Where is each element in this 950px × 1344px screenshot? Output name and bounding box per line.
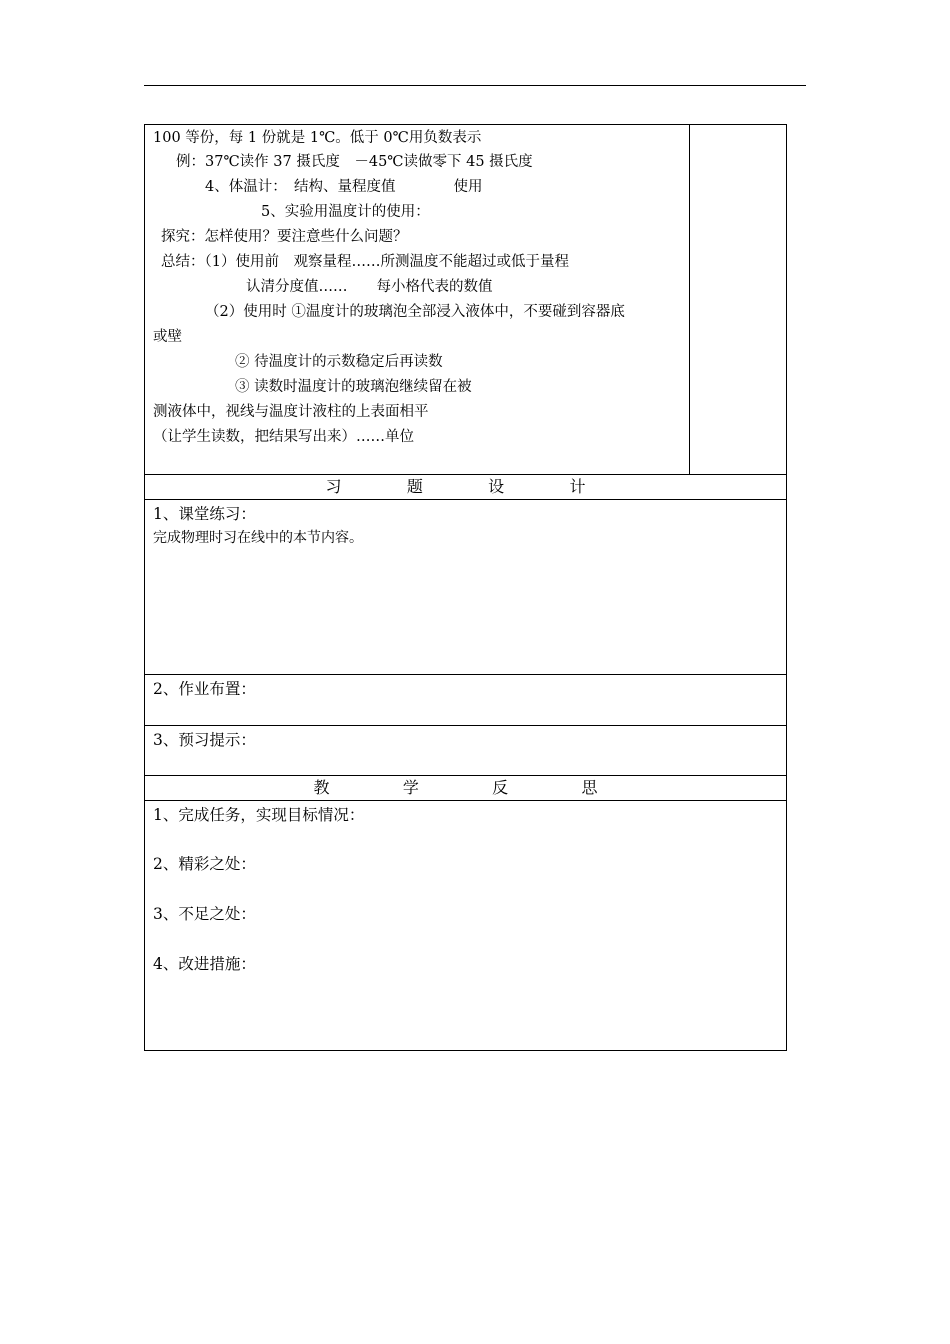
side-note-cell: [690, 125, 787, 475]
classroom-practice-text: 完成物理时习在线中的本节内容。: [153, 530, 363, 546]
preview-label: 3、预习提示：: [153, 731, 256, 749]
homework-cell: [145, 675, 787, 726]
header-rule: [144, 85, 806, 86]
exercise-heading: [145, 475, 787, 500]
homework-row: [145, 675, 787, 726]
exercise-heading-row: [145, 475, 787, 500]
heading-char: 习: [325, 477, 342, 496]
reflection-item: 2、精彩之处：: [153, 855, 256, 873]
lesson-line: ② 待温度计的示数稳定后再读数: [235, 354, 443, 370]
preview-cell: [145, 726, 787, 776]
reflection-item: 4、改进措施：: [153, 955, 256, 973]
lesson-content-cell: [145, 125, 690, 475]
heading-char: 设: [488, 477, 505, 496]
lesson-line: 或壁: [153, 329, 182, 345]
reflection-item: 1、完成任务，实现目标情况：: [153, 806, 365, 824]
reflection-cell: [145, 801, 787, 1051]
reflection-item: 3、不足之处：: [153, 905, 256, 923]
lesson-line: ③ 读数时温度计的玻璃泡继续留在被: [235, 379, 472, 395]
classroom-practice-label: 1、课堂练习：: [153, 505, 256, 523]
homework-label: 2、作业布置：: [153, 680, 256, 698]
reflection-row: [145, 801, 787, 1051]
lesson-line: 认清分度值…… 每小格代表的数值: [246, 279, 493, 295]
reflection-heading-row: [145, 776, 787, 801]
lesson-line: 5、实验用温度计的使用：: [261, 204, 430, 220]
lesson-content-row: [145, 125, 787, 475]
lesson-line: 4、体温计： 结构、量程度值 使用: [205, 179, 483, 195]
lesson-line: （2）使用时 ①温度计的玻璃泡全部浸入液体中，不要碰到容器底: [205, 304, 625, 320]
lesson-line: 例：37℃读作 37 摄氏度 －45℃读做零下 45 摄氏度: [176, 154, 533, 170]
lesson-line: 探究：怎样使用？要注意些什么问题？: [161, 229, 408, 245]
lesson-line: 测液体中，视线与温度计液柱的上表面相平: [153, 404, 429, 420]
lesson-line: 总结：（1）使用前 观察量程……所测温度不能超过或低于量程: [161, 254, 569, 270]
classroom-practice-row: [145, 500, 787, 675]
heading-char: 学: [402, 778, 419, 797]
lesson-line: 100 等份，每 1 份就是 1℃。低于 0℃用负数表示: [153, 130, 482, 146]
reflection-heading: [145, 776, 787, 801]
lesson-line: （让学生读数，把结果写出来）……单位: [153, 429, 414, 445]
heading-char: 教: [313, 778, 330, 797]
classroom-practice-cell: [145, 500, 787, 675]
preview-row: [145, 726, 787, 776]
heading-char: 题: [406, 477, 423, 496]
heading-char: 计: [569, 477, 586, 496]
heading-char: 思: [581, 778, 598, 797]
heading-char: 反: [492, 778, 509, 797]
lesson-plan-table: [144, 124, 787, 1051]
